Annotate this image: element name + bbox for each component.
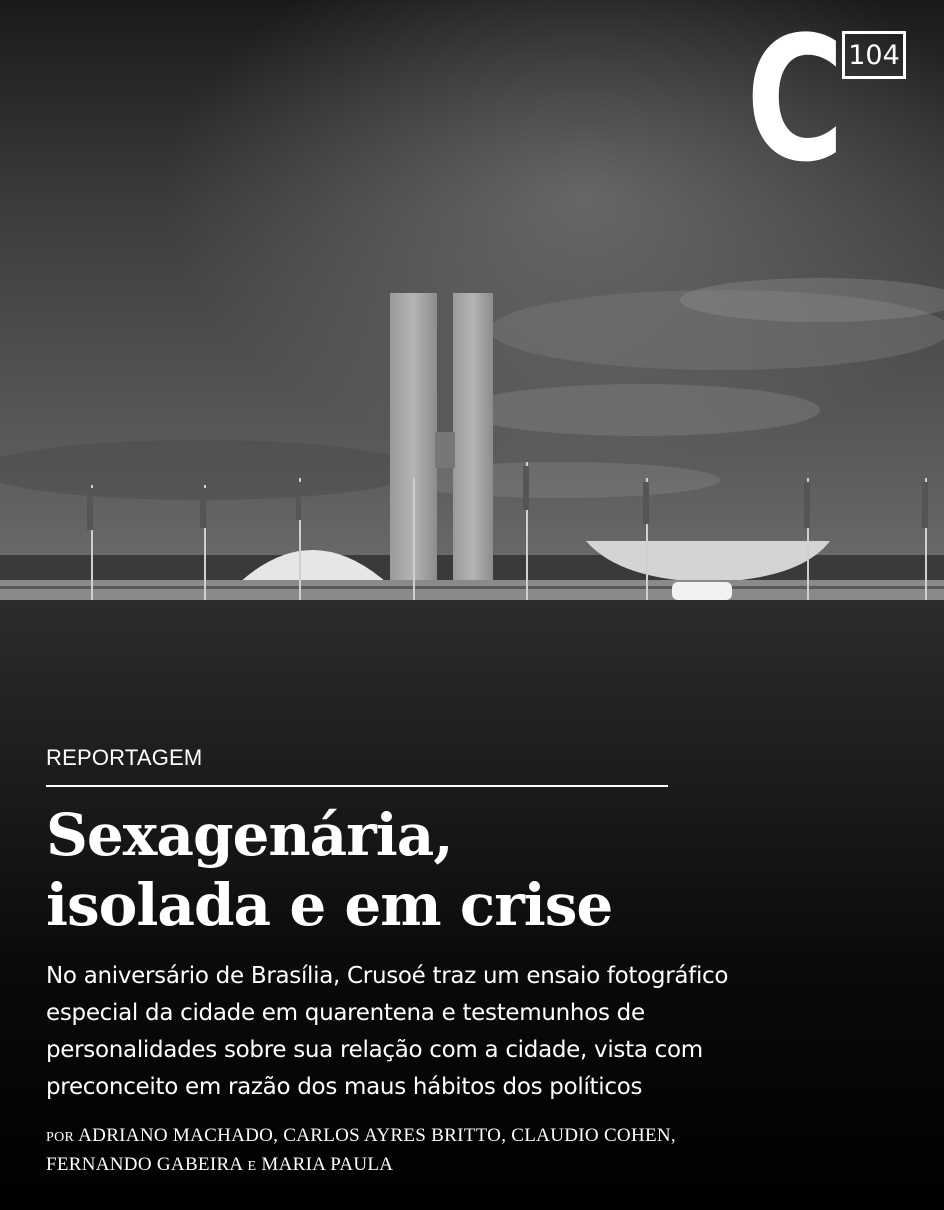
- dek-line: preconceito em razão dos maus hábitos dos políticos: [46, 1074, 643, 1100]
- byline-prefix: POR: [46, 1130, 75, 1145]
- logo-letter: C: [746, 0, 842, 200]
- headline-line: Sexagenária,: [46, 801, 453, 869]
- headline-line: isolada e em crise: [46, 871, 613, 939]
- byline: [46, 1122, 906, 1180]
- section-label: REPORTAGEM: [46, 745, 203, 770]
- section-divider: [46, 785, 668, 787]
- byline-line-1: [46, 1122, 906, 1151]
- dek-line: personalidades sobre sua relação com a cidade, vista com: [46, 1037, 703, 1063]
- issue-number-badge: 104: [842, 31, 906, 79]
- headline: [46, 800, 896, 940]
- magazine-logo: [746, 0, 916, 200]
- byline-authors: ADRIANO MACHADO, CARLOS AYRES BRITTO, CLAUDIO COHEN,: [78, 1125, 676, 1146]
- dek-line: No aniversário de Brasília, Crusoé traz um ensaio fotográfico: [46, 963, 729, 989]
- byline-author: FERNANDO GABEIRA: [46, 1154, 243, 1175]
- byline-conjunction: E: [247, 1159, 257, 1174]
- article-dek: [46, 958, 906, 1106]
- byline-line-2: [46, 1151, 906, 1180]
- dek-line: especial da cidade em quarentena e testemunhos de: [46, 1000, 645, 1026]
- byline-author: MARIA PAULA: [261, 1154, 394, 1175]
